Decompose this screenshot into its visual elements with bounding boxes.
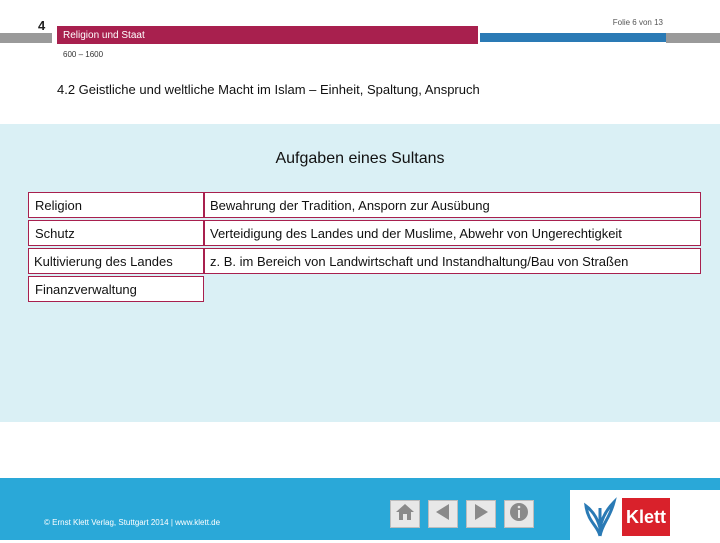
table-title: Aufgaben eines Sultans bbox=[275, 150, 445, 167]
klett-plant-icon bbox=[580, 494, 620, 538]
left-ribbon bbox=[0, 33, 52, 43]
slide-counter: Folie 6 von 13 bbox=[612, 18, 663, 27]
table-cell-value-schutz: Verteidigung des Landes und der Muslime, Abwehr von Ungerechtigkeit bbox=[204, 220, 701, 246]
klett-logo bbox=[570, 490, 720, 540]
back-icon bbox=[433, 502, 453, 527]
info-icon bbox=[508, 501, 530, 528]
forward-icon bbox=[471, 502, 491, 527]
home-icon bbox=[394, 502, 416, 527]
chapter-band-label: Religion und Staat bbox=[63, 30, 145, 41]
klett-logo-text: Klett bbox=[622, 498, 670, 536]
info-button[interactable] bbox=[504, 500, 534, 528]
blue-accent-bar bbox=[480, 33, 666, 42]
table-cell-label-finanzverwaltung: Finanzverwaltung bbox=[28, 276, 204, 302]
forward-button[interactable] bbox=[466, 500, 496, 528]
date-range: 600 – 1600 bbox=[63, 50, 104, 59]
table-cell-label-schutz: Schutz bbox=[28, 220, 204, 246]
copyright-text: © Ernst Klett Verlag, Stuttgart 2014 | www.klett.de bbox=[44, 518, 221, 527]
slide-title: 4.2 Geistliche und weltliche Macht im Islam – Einheit, Spaltung, Anspruch bbox=[57, 82, 480, 97]
chapter-number: 4 bbox=[38, 18, 46, 33]
table-cell-label-religion: Religion bbox=[28, 192, 204, 218]
home-button[interactable] bbox=[390, 500, 420, 528]
table-cell-value-religion: Bewahrung der Tradition, Ansporn zur Ausübung bbox=[204, 192, 701, 218]
table-cell-label-kultivierung: Kultivierung des Landes bbox=[28, 248, 204, 274]
gray-accent-bar bbox=[666, 33, 720, 43]
table-cell-value-kultivierung: z. B. im Bereich von Landwirtschaft und Instandhaltung/Bau von Straßen bbox=[204, 248, 701, 274]
back-button[interactable] bbox=[428, 500, 458, 528]
